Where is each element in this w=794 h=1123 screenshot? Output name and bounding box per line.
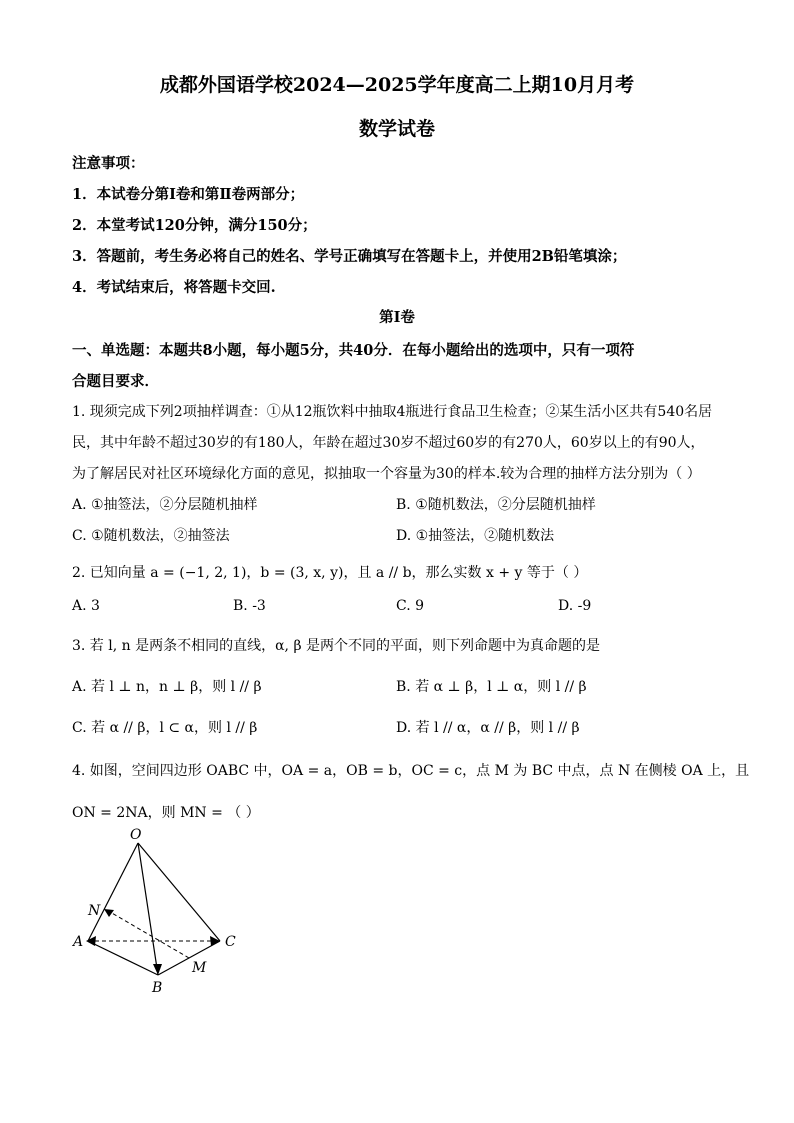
q1-line1: 1. 现须完成下列2项抽样调查：①从12瓶饮料中抽取4瓶进行食品卫生检查；②某生活小区共有540名居 (72, 404, 713, 420)
q3-line: 3. 若 l, n 是两条不相同的直线，α, β 是两个不同的平面，则下列命题中为真命题的是 (72, 638, 600, 654)
notice-item-3: 3．答题前，考生务必将自己的姓名、学号正确填写在答题卡上，并使用2B铅笔填涂； (72, 248, 627, 265)
q1-option-c: C. ①随机数法，②抽签法 (72, 528, 230, 544)
q1-line3: 为了解居民对社区环境绿化方面的意见，拟抽取一个容量为30的样本.较为合理的抽样方法分别为（ ） (72, 466, 701, 482)
part1-heading: 第Ⅰ卷 (379, 309, 415, 326)
q3-option-d: D. 若 l // α，α // β，则 l // β (396, 720, 580, 736)
notice-item-4: 4．考试结束后，将答题卡交回. (72, 279, 276, 296)
q2-option-a: A. 3 (72, 598, 100, 614)
label-m: M (192, 960, 207, 976)
q2-line: 2. 已知向量 a = (−1, 2, 1)，b = (3, x, y)，且 a // b，那么实数 x + y 等于（ ） (72, 565, 588, 581)
label-n: N (88, 903, 101, 919)
tetrahedron-figure (60, 825, 260, 1000)
arrow-a (86, 936, 96, 946)
q3-option-b: B. 若 α ⊥ β，l ⊥ α，则 l // β (396, 679, 587, 695)
q2-option-b: B. -3 (233, 598, 266, 614)
label-b: B (152, 980, 163, 996)
section-description-line1: 一、单选题：本题共8小题，每小题5分，共40分．在每小题给出的选项中，只有一项符 (72, 342, 635, 359)
arrow-n (104, 909, 114, 917)
notice-item-1: 1．本试卷分第Ⅰ卷和第Ⅱ卷两部分； (72, 186, 305, 203)
q2-option-c: C. 9 (396, 598, 425, 614)
section-description-line2: 合题目要求． (72, 373, 159, 390)
q1-option-b: B. ①随机数法，②分层随机抽样 (396, 497, 596, 513)
q3-option-c: C. 若 α // β，l ⊂ α，则 l // β (72, 720, 258, 736)
q2-option-d: D. -9 (558, 598, 592, 614)
label-o: O (130, 827, 142, 843)
q1-option-a: A. ①抽签法，②分层随机抽样 (72, 497, 258, 513)
label-c: C (225, 934, 236, 950)
edge-oa (88, 843, 138, 941)
q3-option-a: A. 若 l ⊥ n，n ⊥ β，则 l // β (72, 679, 262, 695)
q4-line2: ON = 2NA，则 MN = （ ） (72, 805, 260, 821)
q1-line2: 民，其中年龄不超过30岁的有180人，年龄在超过30岁不超过60岁的有270人，60岁以上的有90人， (72, 435, 705, 451)
edge-ab (88, 941, 158, 975)
segment-mn (105, 909, 189, 958)
label-a: A (73, 934, 84, 950)
notice-item-2: 2．本堂考试120分钟，满分150分； (72, 217, 317, 234)
page-subtitle: 数学试卷 (358, 118, 435, 140)
arrow-c (210, 936, 220, 946)
q1-option-d: D. ①抽签法，②随机数法 (396, 528, 555, 544)
page-title: 成都外国语学校2024—2025学年度高二上期10月月考 (159, 74, 635, 96)
notice-heading: 注意事项： (72, 155, 145, 172)
q4-line1: 4. 如图，空间四边形 OABC 中，OA = a，OB = b，OC = c，点 M 为 BC 中点，点 N 在侧棱 OA 上，且 (72, 763, 750, 779)
